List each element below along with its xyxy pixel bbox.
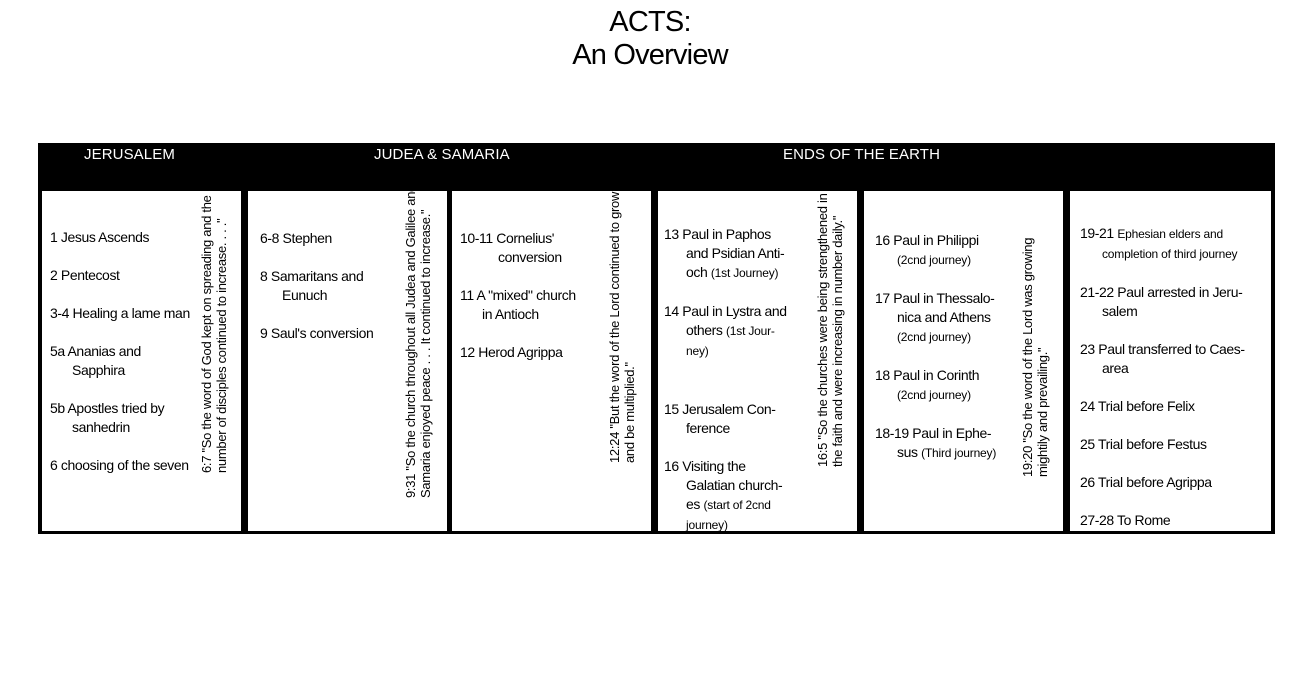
event-note: (2cnd journey) <box>897 388 971 402</box>
event-text: 26 Trial before Agrippa <box>1080 474 1212 490</box>
event-text: 6 choosing of the seven <box>50 457 189 473</box>
event-text: 12 Herod Agrippa <box>460 344 563 360</box>
list-item <box>875 289 1003 347</box>
list-item <box>260 229 390 248</box>
event-text: 11 A "mixed" church in Antioch <box>460 287 576 322</box>
list-item <box>460 229 585 267</box>
event-note: (start of 2cnd journey) <box>686 498 771 532</box>
event-text: 21-22 Paul arrested in Jeru-salem <box>1080 284 1243 319</box>
list-item <box>50 342 192 380</box>
list-item <box>1080 224 1258 264</box>
column-paul-first <box>658 191 857 531</box>
summary-verse: 12:24 "But the word of the Lord continued to grow and be multiplied." <box>607 191 637 463</box>
event-text: 3-4 Healing a lame man <box>50 305 190 321</box>
list-item <box>460 286 585 324</box>
column-paul-second <box>864 191 1063 531</box>
event-text: 16 Visiting the Galatian church-es <box>664 458 783 512</box>
list-item <box>1080 511 1258 530</box>
list-item <box>664 457 792 535</box>
event-text: 18-19 Paul in Ephe-sus <box>875 425 992 460</box>
list-item <box>1080 340 1258 378</box>
event-note: (2cnd journey) <box>897 253 971 267</box>
list-item <box>1080 473 1258 492</box>
event-note: (1st Journey) <box>710 266 779 280</box>
title-line-2: An Overview <box>572 39 728 71</box>
event-text: 5b Apostles tried by sanhedrin <box>50 400 165 435</box>
event-text: 15 Jerusalem Con-ference <box>664 401 776 436</box>
header-ends-of-earth: ENDS OF THE EARTH <box>783 146 941 163</box>
list-item <box>664 225 792 283</box>
summary-verse: 19:20 "So the word of the Lord was growing mightily and prevailing." <box>1020 237 1050 477</box>
title-line-1: ACTS: <box>609 6 691 38</box>
list-item <box>50 456 192 475</box>
event-list <box>50 228 190 475</box>
list-item <box>260 324 390 343</box>
event-text: 25 Trial before Festus <box>1080 436 1207 452</box>
list-item <box>1080 435 1258 454</box>
list-item <box>50 304 192 323</box>
event-text: 17 Paul in Thessalo-nica and Athens <box>875 290 995 325</box>
event-text: 9 Saul's conversion <box>260 325 374 341</box>
list-item <box>260 267 397 305</box>
event-text: 13 Paul in Paphos and Psidian Anti-och <box>664 226 785 280</box>
event-text: 5a Ananias and Sapphira <box>50 343 141 378</box>
summary-verse: 9:31 "So the church throughout all Judea and Galilee and Samaria enjoyed peace . . . It continued to increase." <box>403 184 433 498</box>
list-item <box>50 228 190 247</box>
event-text: 14 Paul in Lystra and others <box>664 303 787 338</box>
event-note: (1st Jour-ney) <box>686 324 775 358</box>
event-text: 10-11 Cornelius' conversion <box>460 230 562 265</box>
list-item <box>875 424 1003 463</box>
column-trials <box>1070 191 1271 531</box>
list-item <box>875 231 1003 270</box>
column-judea <box>248 184 447 531</box>
list-item <box>1080 397 1258 416</box>
summary-verse: 6:7 "So the word of God kept on spreading and the number of disciples continued to increase. . . ." <box>199 195 229 473</box>
event-list <box>260 229 390 343</box>
event-text: 16 Paul in Philippi <box>875 232 979 248</box>
event-text: 23 Paul transferred to Caes-area <box>1080 341 1245 376</box>
event-list <box>1080 224 1258 530</box>
list-item <box>664 400 792 438</box>
summary-verse: 16:5 "So the churches were being strengthened in the faith and were increasing in number daily." <box>815 193 845 467</box>
list-item <box>1080 283 1258 321</box>
overview-chart <box>38 143 1275 534</box>
event-text: 18 Paul in Corinth <box>875 367 980 383</box>
event-note: (Third journey) <box>921 446 997 460</box>
list-item <box>50 266 190 285</box>
event-list <box>664 225 792 535</box>
event-text: 24 Trial before Felix <box>1080 398 1195 414</box>
header-jerusalem: JERUSALEM <box>84 146 175 163</box>
event-note: Ephesian elders and completion of third journey <box>1102 227 1238 261</box>
event-text: 6-8 Stephen <box>260 230 332 246</box>
list-item <box>50 399 190 437</box>
event-text: 2 Pentecost <box>50 267 120 283</box>
event-text: 19-21 <box>1080 225 1114 241</box>
header-judea-samaria: JUDEA & SAMARIA <box>374 146 510 163</box>
list-item <box>460 343 585 362</box>
column-cornelius <box>452 191 651 531</box>
column-jerusalem <box>42 191 241 531</box>
page-title <box>0 6 1300 72</box>
event-text: 1 Jesus Ascends <box>50 229 150 245</box>
event-text: 27-28 To Rome <box>1080 512 1171 528</box>
event-text: 8 Samaritans and Eunuch <box>260 268 364 303</box>
event-note: (2cnd journey) <box>897 330 971 344</box>
list-item <box>664 302 792 361</box>
event-list <box>875 231 1003 463</box>
list-item <box>875 366 1003 405</box>
event-list <box>460 229 585 362</box>
